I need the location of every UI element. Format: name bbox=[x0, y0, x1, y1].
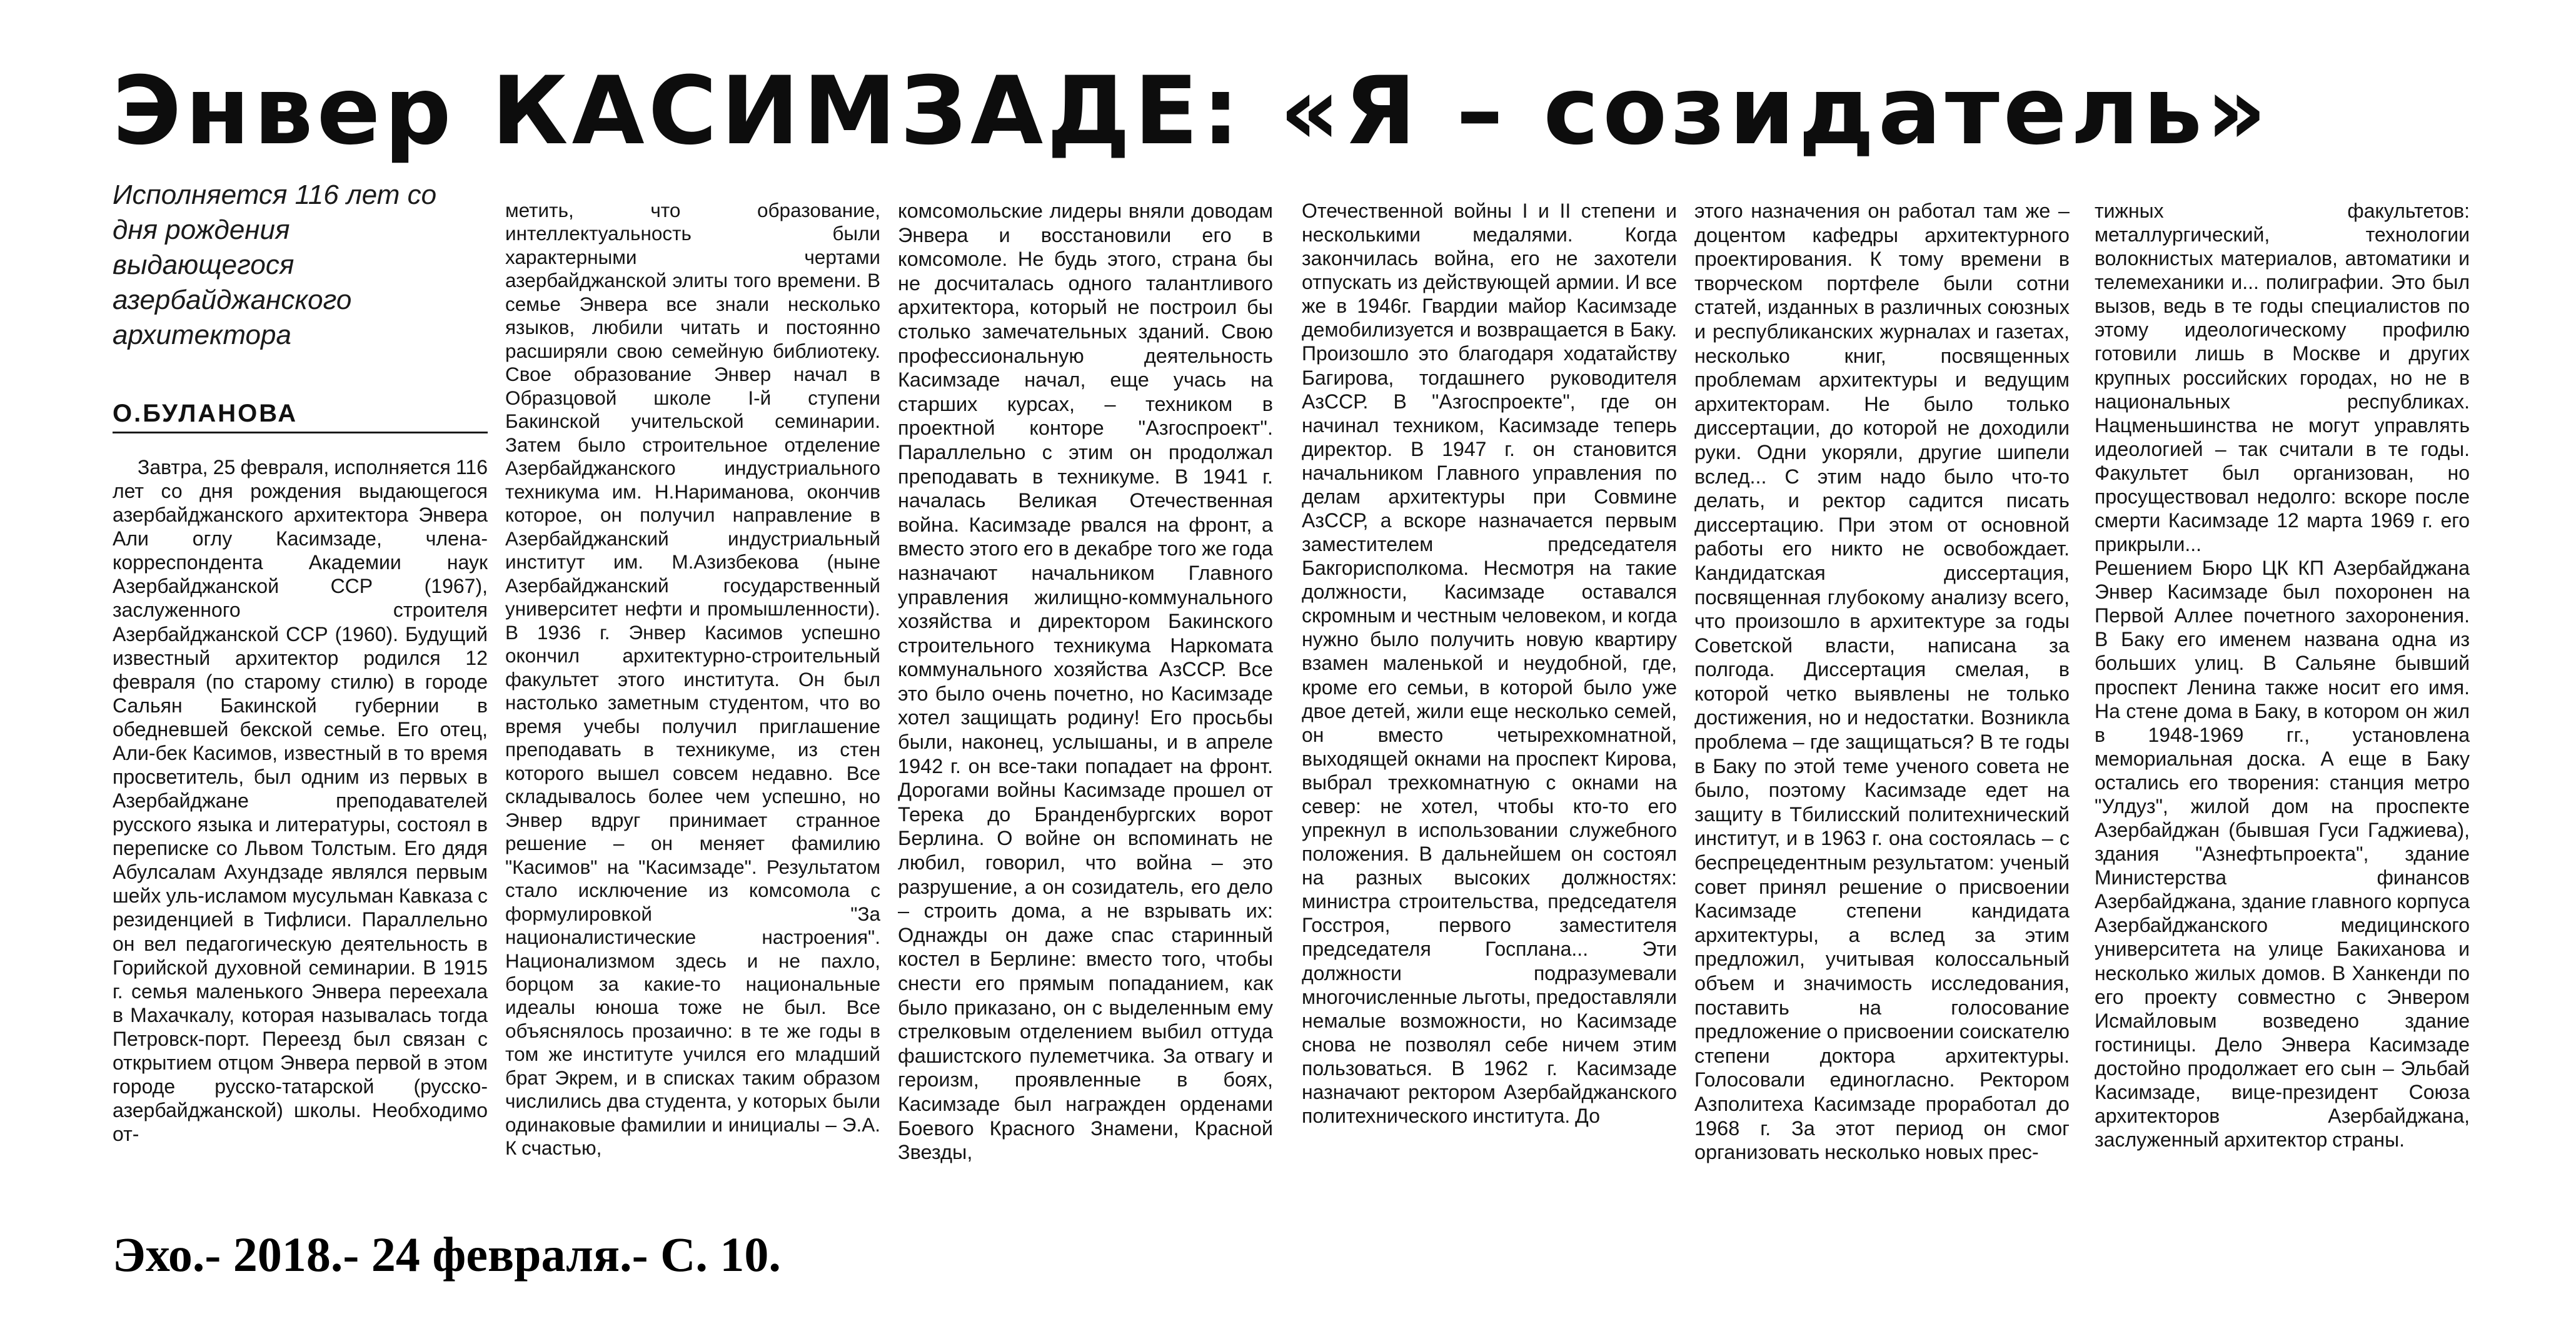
article-headline: Энвер КАСИМЗАДЕ: «Я – созидатель» bbox=[113, 57, 2271, 166]
source-citation: Эхо.- 2018.- 24 февраля.- С. 10. bbox=[113, 1227, 781, 1282]
article-column-2: метить, что образование, интеллектуальность были характерными чертами азербайджанской элиты того времени. В семье Энвера все знали несколько языков, любили читать и постоянно расширяли свою семейную библиотеку. Свое образование Энвер начал в Образцовой школе I-й ступени Бакинской учительской семинарии. Затем было строительное отделение Азербайджанского индустриального техникума им. Н.Нариманова, окончив которое, он получил направление в Азербайджанский индустриальный институт им. М.Азизбекова (ныне Азербайджанский государственный университет нефти и промышленности). В 1936 г. Энвер Касимов успешно окончил архитектурно-строительный факультет этого института. Он был настолько заметным студентом, что во время учебы получил приглашение преподавать в техникуме, из стен которого вышел совсем недавно. Все складывалось более чем успешно, но Энвер вдруг принимает странное решение – он меняет фамилию "Касимов" на "Касимзаде". Результатом стало исключение из комсомола с формулировкой "За националистические настроения". Национализмом здесь и не пахло, борцом за какие-то национальные идеалы юноша тоже не был. Все объяснялось прозаично: в те же годы в том же институте учился его младший брат Экрем, и в списках таким образом числились два студента, у которых были одинаковые фамилии и инициалы – Э.А. К счастью, bbox=[505, 199, 880, 1160]
author-byline: О.БУЛАНОВА bbox=[113, 400, 298, 427]
article-lead: Исполняется 116 лет со дня рождения выдающегося азербайджанского архитектора bbox=[113, 180, 437, 350]
article-column-3: комсомольские лидеры вняли доводам Энвера и восстановили его в комсомоле. Не будь этого, страна бы не досчиталась одного талантливого архитектора, который не построил бы столько замечательных зданий. Свою профессиональную деятельность Касимзаде начал, еще учась на старших курсах, – техником в проектной конторе "Азгоспроект". Параллельно с этим он продолжал преподавать в техникуме. В 1941 г. началась Великая Отечественная война. Касимзаде рвался на фронт, а вместо этого его в декабре того же года назначают начальником Главного управления жилищно-коммунального хозяйства и директором Бакинского строительного техникума Наркомата коммунального хозяйства АзССР. Все это было очень почетно, но Касимзаде хотел защищать родину! Его просьбы были, наконец, услышаны, и в апреле 1942 г. он все-таки попадает на фронт. Дорогами войны Касимзаде прошел от Терека до Бранденбургских ворот Берлина. О войне он вспоминать не любил, говорил, что война – это разрушение, а он созидатель, его дело – строить дома, а не взрывать их: Однажды он даже спас старинный костел в Берлине: вместо того, чтобы снести его прямым попаданием, как было приказано, он с выделенным ему стрелковым отделением выбил оттуда фашистского пулеметчика. За отвагу и героизм, проявленные в боях, Касимзаде был награжден орденами Боевого Красного Знамени, Красной Звезды, bbox=[898, 200, 1273, 1164]
article-column-4: Отечественной войны I и II степени и несколькими медалями. Когда закончилась война, его не захотели отпускать из действующей армии. И все же в 1946г. Гвардии майор Касимзаде демобилизуется и возвращается в Баку. Произошло это благодаря ходатайству Багирова, тогдашнего руководителя АзССР. В "Азгоспроекте", где он начинал техником, Касимзаде теперь директор. В 1947 г. он становится начальником Главного управления по делам архитектуры при Совмине АзССР, а вскоре назначается первым заместителем председателя Бакгорисполкома. Несмотря на такие должности, Касимзаде оставался скромным и честным человеком, и когда нужно было получить новую квартиру взамен маленькой и неудобной, где, кроме его семьи, в которой было уже двое детей, жили еще несколько семей, он вместо четырехкомнатной, выходящей окнами на проспект Кирова, выбрал трехкомнатную с окнами на север: не хотел, чтобы кто-то его упрекнул в использовании служебного положения. В дальнейшем он состоял на разных высоких должностях: министра строительства, председателя Госстроя, первого заместителя председателя Госплана... Эти должности подразумевали многочисленные льготы, предоставляли немалые возможности, но Касимзаде снова не позволял себе ничем этим пользоваться. В 1962 г. Касимзаде назначают ректором Азербайджанского политехнического института. До bbox=[1302, 200, 1677, 1127]
byline-divider bbox=[113, 432, 488, 433]
article-column-6: тижных факультетов: металлургический, технологии волокнистых материалов, автоматики и телемеханики и... полиграфии. Это был вызов, ведь в те годы специалистов по этому идеологическому профилю готовили лишь в Москве и других крупных российских городах, но не в национальных республиках. Нацменьшинства не могут управлять идеологией – так считали в те годы. Факультет был организован, но просуществовал недолго: вскоре после смерти Касимзаде 12 марта 1969 г. его прикрыли... Решением Бюро ЦК КП Азербайджана Энвер Касимзаде был похоронен на Первой Аллее почетного захоронения. В Баку его именем названа одна из больших улиц. В Сальяне бывший проспект Ленина также носит его имя. На стене дома в Баку, в котором он жил в 1948-1969 гг., установлена мемориальная доска. А еще в Баку остались его творения: станция метро "Улдуз", жилой дом на проспекте Азербайджан (бывшая Гуси Гаджиева), здания "Азнефтьпроекта", здание Министерства финансов Азербайджана, здание главного корпуса Азербайджанского медицинского университета на улице Бакиханова и несколько жилых домов. В Ханкенди по его проекту совместно с Энвером Исмайловым возведено здание гостиницы. Дело Энвера Касимзаде достойно продолжает его сын – Эльбай Касимзаде, вице-президент Союза архитекторов Азербайджана, заслуженный архитектор страны. bbox=[2095, 200, 2470, 1151]
article-column-1: Завтра, 25 февраля, исполняется 116 лет со дня рождения выдающегося азербайджанского архитектора Энвера Али оглу Касимзаде, члена-корреспондента Академии наук Азербайджанской ССР (1967), заслуженного строителя Азербайджанской ССР (1960). Будущий известный архитектор родился 12 февраля (по старому стилю) в городе Сальян Бакинской губернии в обедневшей бекской семье. Его отец, Али-бек Касимов, известный в то время просветитель, был одним из первых в Азербайджане преподавателей русского языка и литературы, состоял в переписке со Львом Толстым. Его дядя Абулсалам Ахундзаде являлся первым шейх уль-исламом мусульман Кавказа с резиденцией в Тифлиси. Параллельно он вел педагогическую деятельность в Горийской духовной семинарии. В 1915 г. семья маленького Энвера переехала в Махачкалу, которая называлась тогда Петровск-порт. Переезд был связан с открытием отцом Энвера первой в этом городе русско-татарской (русско-азербайджанской) школы. Необходимо от- bbox=[113, 456, 488, 1146]
article-column-5: этого назначения он работал там же – доцентом кафедры архитектурного проектирования. К тому времени в творческом портфеле были сотни статей, изданных в различных союзных и республиканских журналах и газетах, несколько книг, посвященных проблемам архитектуры и ведущим архитекторам. Не было только диссертации, до которой не доходили руки. Одни укоряли, другие шипели вслед... С этим надо было что-то делать, и ректор садится писать диссертацию. При этом от основной работы его никто не освобождает. Кандидатская диссертация, посвященная глубокому анализу всего, что произошло в архитектуре за годы Советской власти, написана за полгода. Диссертация смелая, в которой четко выявлены не только достижения, но и недостатки. Возникла проблема – где защищаться? В те годы в Баку по этой теме ученого совета не было, поэтому Касимзаде едет на защиту в Тбилисский политехнический институт, и в 1963 г. она состоялась – с беспрецедентным результатом: ученый совет принял решение о присвоении Касимзаде степени кандидата архитектуры, а вслед за этим предложил, учитывая колоссальный объем и значимость исследования, поставить на голосование предложение о присвоении соискателю степени доктора архитектуры. Голосовали единогласно. Ректором Азполитеха Касимзаде проработал до 1968 г. За этот период он смог организовать несколько новых прес- bbox=[1694, 200, 2070, 1164]
